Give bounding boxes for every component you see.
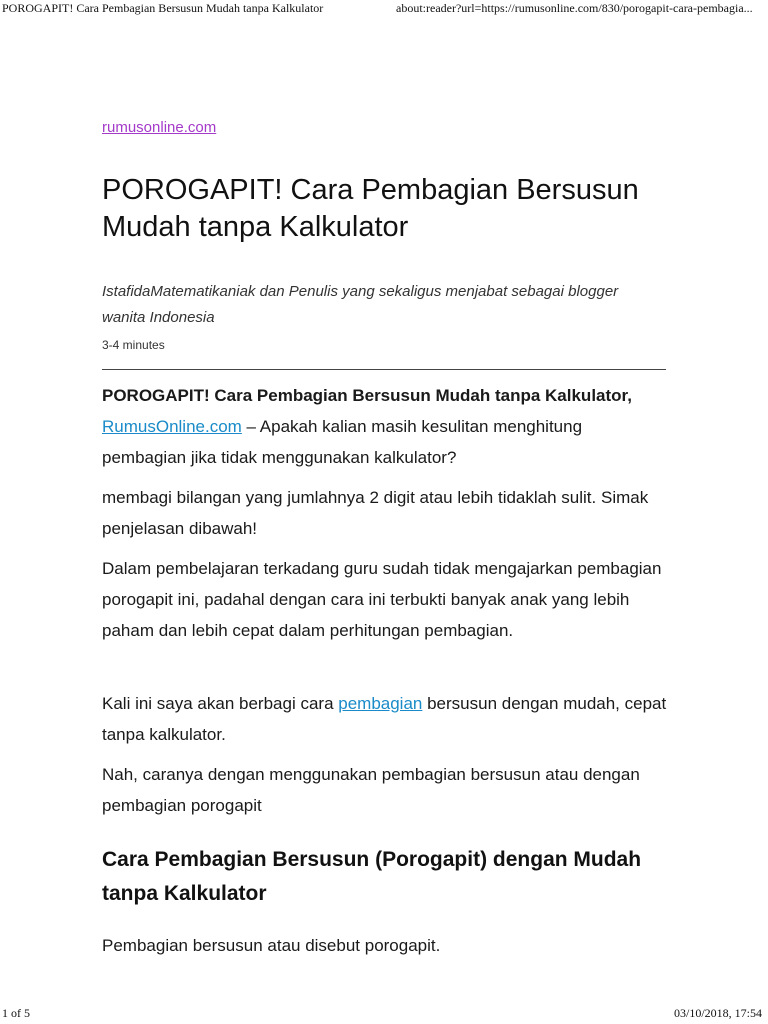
- paragraph-3: Dalam pembelajaran terkadang guru sudah tidak mengajarkan pembagian porogapit ini, padahal dengan cara ini terbukti banyak anak yang lebih paham dan lebih cepat dalam perhitungan pembagian.: [102, 559, 662, 640]
- section-heading: Cara Pembagian Bersusun (Porogapit) dengan Mudah tanpa Kalkulator: [102, 848, 642, 905]
- reading-time: 3-4 minutes: [102, 338, 165, 352]
- p4-before: Kali ini saya akan berbagi cara: [102, 694, 339, 713]
- intro-bold-lead: POROGAPIT! Cara Pembagian Bersusun Mudah tanpa Kalkulator,: [102, 386, 632, 405]
- article-byline: IstafidaMatematikaniak dan Penulis yang sekaligus menjabat sebagai blogger wanita Indonesia: [102, 283, 619, 326]
- print-header: [0, 1, 768, 17]
- paragraph-5: Nah, caranya dengan menggunakan pembagian bersusun atau dengan pembagian porogapit: [102, 765, 640, 815]
- p4-after: bersusun dengan mudah, cepat tanpa kalkulator.: [102, 694, 667, 744]
- intro-paragraph: [102, 380, 668, 473]
- print-header-url: about:reader?url=https://rumusonline.com/830/porogapit-cara-pembagia...: [396, 1, 753, 15]
- article-title: POROGAPIT! Cara Pembagian Bersusun Mudah tanpa Kalkulator: [102, 174, 639, 243]
- site-link[interactable]: rumusonline.com: [102, 119, 217, 136]
- intro-rest: – Apakah kalian masih kesulitan menghitung pembagian jika tidak menggunakan kalkulator?: [102, 417, 583, 467]
- paragraph-6: Pembagian bersusun atau disebut porogapit.: [102, 936, 441, 955]
- print-datetime: 03/10/2018, 17:54: [673, 1006, 762, 1020]
- paragraph-4: [102, 688, 668, 750]
- print-footer: [0, 1006, 768, 1022]
- pembagian-link[interactable]: pembagian: [338, 694, 423, 713]
- page-count: 1 of 5: [2, 1006, 30, 1020]
- rumusonline-link[interactable]: RumusOnline.com: [102, 417, 242, 436]
- paragraph-2: membagi bilangan yang jumlahnya 2 digit atau lebih tidaklah sulit. Simak penjelasan dibawah!: [102, 488, 649, 538]
- divider: [102, 369, 666, 370]
- print-header-title: POROGAPIT! Cara Pembagian Bersusun Mudah tanpa Kalkulator: [2, 1, 324, 15]
